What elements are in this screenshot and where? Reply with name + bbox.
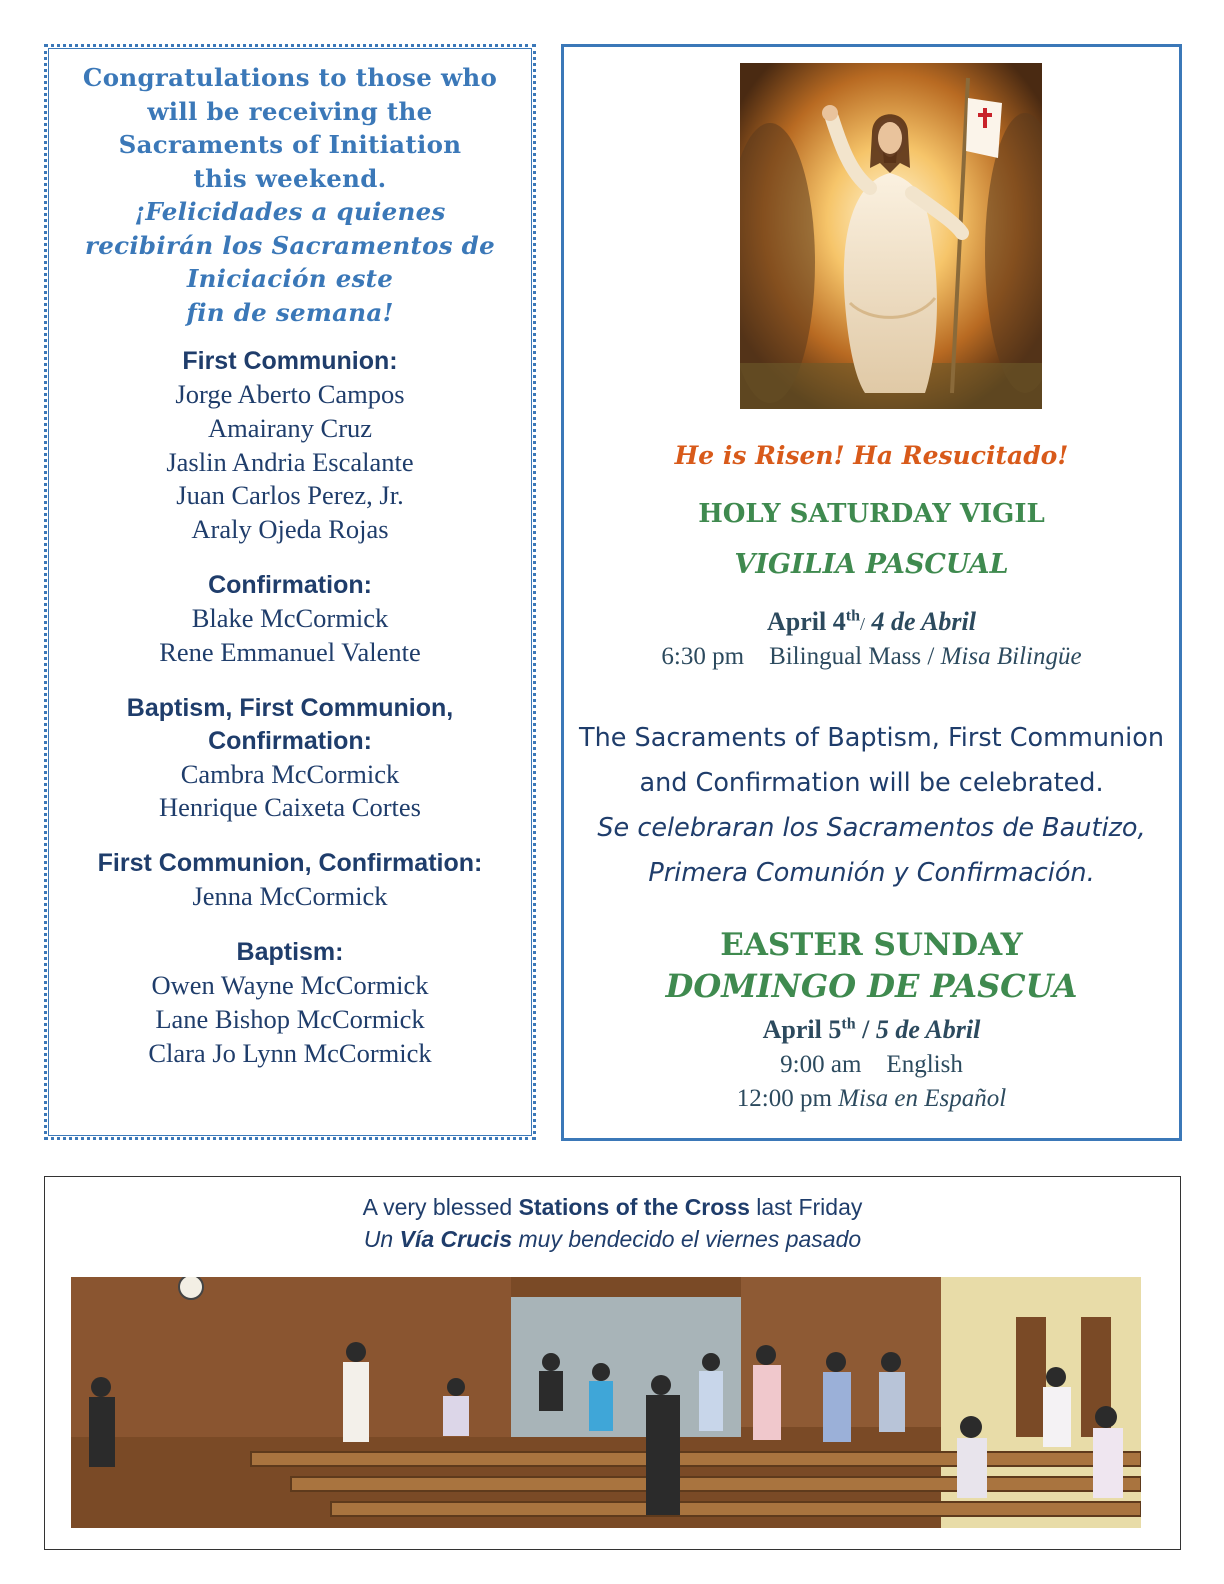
group-heading: First Communion, Confirmation: (97, 849, 483, 878)
vigil-date-es: 4 de Abril (871, 607, 976, 636)
easter-title-es: DOMINGO DE PASCUA (665, 967, 1078, 1005)
vigil-time (564, 643, 1179, 671)
recipient-name: Araly Ojeda Rojas (191, 514, 389, 545)
recipient-name: Clara Jo Lynn McCormick (148, 1037, 432, 1068)
vigil-time-value: 6:30 pm (661, 643, 745, 670)
congrats-line: will be receiving the (147, 96, 433, 126)
stations-of-cross-photo (71, 1277, 1141, 1528)
vigil-date-sup: th (845, 607, 860, 625)
vigil-date-sep: / (859, 614, 865, 634)
easter-date (564, 1015, 1179, 1045)
easter-time-value: 9:00 am (780, 1051, 862, 1078)
easter-title-en: EASTER SUNDAY (720, 927, 1023, 963)
easter-date-sup: th (841, 1015, 856, 1033)
vigil-title-es: VIGILIA PASCUAL (734, 549, 1009, 580)
recipient-groups (47, 345, 533, 1070)
congrats-line: Sacraments of Initiation (118, 130, 462, 159)
caption-bold: Stations of the Cross (518, 1194, 750, 1220)
group-first-communion (47, 345, 533, 547)
group-heading: Confirmation: (208, 726, 372, 755)
caption-bold: Vía Crucis (399, 1226, 513, 1252)
easter-time-1 (564, 1051, 1179, 1079)
recipient-name: Cambra McCormick (180, 758, 400, 789)
congrats-line-es: fin de semana! (186, 297, 394, 327)
vigil-title-en: HOLY SATURDAY VIGIL (698, 499, 1045, 529)
sacraments-note-es (564, 806, 1179, 895)
vigil-date-en: April 4 (767, 607, 846, 636)
recipient-name: Jaslin Andria Escalante (166, 446, 414, 477)
recipient-name: Lane Bishop McCormick (155, 1003, 425, 1034)
stations-caption (45, 1191, 1180, 1255)
easter-date-sep: / (862, 1015, 870, 1044)
stations-caption-es (45, 1223, 1180, 1255)
easter-time-2 (564, 1085, 1179, 1113)
sacraments-line: and Confirmation will be celebrated. (639, 767, 1104, 798)
vigil-date (564, 607, 1179, 637)
recipient-name: Henrique Caixeta Cortes (159, 792, 421, 823)
group-communion-confirmation (47, 847, 533, 914)
recipient-name: Blake McCormick (191, 602, 389, 633)
stations-of-cross-panel (44, 1176, 1181, 1550)
stations-caption-en (45, 1191, 1180, 1223)
easter-date-en: April 5 (762, 1015, 842, 1044)
sacraments-line: Primera Comunión y Confirmación. (648, 857, 1095, 888)
congratulations-heading (47, 61, 533, 329)
risen-christ-image (740, 63, 1042, 409)
group-baptism (47, 936, 533, 1070)
group-heading: Baptism, First Communion, (126, 693, 454, 722)
easter-mass-en: English (886, 1051, 963, 1078)
caption-text: A very blessed (362, 1194, 519, 1220)
recipient-name: Jorge Aberto Campos (175, 379, 405, 409)
congrats-line-es: recibirán los Sacramentos de (85, 230, 495, 260)
recipient-name: Owen Wayne McCormick (151, 969, 429, 1000)
sacraments-recipients-panel (44, 44, 536, 1140)
group-heading: First Communion: (182, 347, 398, 375)
group-confirmation (47, 569, 533, 670)
caption-text: last Friday (749, 1194, 863, 1220)
easter-mass-es: Misa en Español (838, 1085, 1007, 1112)
recipient-name: Amairany Cruz (207, 412, 373, 443)
congrats-line-es: ¡Felicidades a quienes (134, 197, 446, 226)
group-heading: Baptism: (236, 937, 344, 966)
congrats-line-es: Iniciación este (186, 264, 394, 293)
he-is-risen-caption: He is Risen! Ha Resucitado! (674, 441, 1069, 470)
group-baptism-communion-confirmation (47, 692, 533, 826)
recipient-name: Jenna McCormick (192, 881, 388, 912)
sacraments-line: Se celebraran los Sacramentos de Bautizo, (597, 813, 1146, 843)
caption-text: muy bendecido el viernes pasado (512, 1226, 862, 1252)
recipient-name: Juan Carlos Perez, Jr. (176, 480, 404, 511)
congrats-line: Congratulations to those who (82, 63, 498, 92)
easter-date-es: 5 de Abril (875, 1015, 981, 1044)
sacraments-line: The Sacraments of Baptism, First Communion (579, 723, 1164, 753)
caption-text: Un (363, 1226, 400, 1252)
easter-time-value: 12:00 pm (736, 1085, 832, 1112)
easter-schedule-panel (561, 44, 1182, 1141)
congrats-line: this weekend. (193, 163, 387, 193)
group-heading: Confirmation: (208, 570, 372, 599)
vigil-mass-en: Bilingual Mass / (769, 643, 935, 670)
vigil-mass-es: Misa Bilingüe (940, 643, 1082, 670)
recipient-name: Rene Emmanuel Valente (159, 636, 421, 667)
sacraments-note-en (564, 716, 1179, 805)
